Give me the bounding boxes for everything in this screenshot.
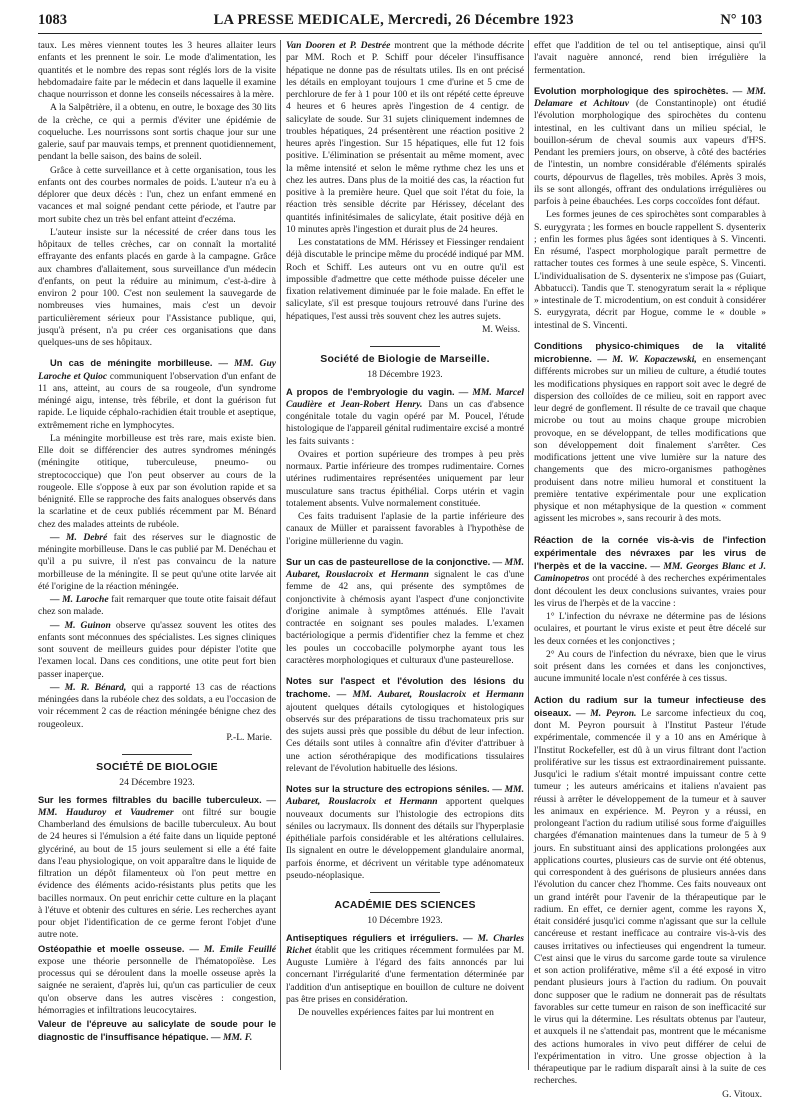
author: — MM. Hauduroy et Vaudremer — [38, 794, 276, 818]
body-text: qui a rapporté 13 cas de réactions méningées dans la rubéole chez des soldats, a eu l'occasion de voir récemment 2 cas de réaction méningée bénigne chez des rougeoleux. — [38, 681, 277, 730]
paragraph: Ces faits traduisent l'aplasie de la partie inférieure des canaux de Müller et paraissent favorables à l'hypothèse de l'origine müllerienne du vagin. — [286, 511, 524, 547]
paragraph: De nouvelles expériences faites par lui montrent en — [298, 1007, 494, 1018]
paragraph: Les formes jeunes de ces spirochètes sont comparables à S. eurygyrata ; les formes en boucle rappellent S. dysenterix ; enfin les formes plus âgées sont identiques à S. Vincenti. En résumé, l'aspect morphologique paraît permettre de rattacher toutes ces formes à une seule espèce, S. Vincenti. L'individualisation de S. dysenterix ne s'impose pas (Guiart, Abbatucci). Tandis que T. stenogyratum serait la « réplique » intestinale de T. microdentium, on est conduit à considérer S. eurygyrata, décrit par Hogue, comme le « double » intestinal de S. Vincenti. — [534, 209, 766, 331]
paragraph — [38, 794, 276, 942]
body-text: établit que les critiques récemment formulées par M. Auguste Lumière à l'égard des faits annoncés par lui concernant l'irrégularité d'une fermentation déterminée par l'addition d'un antiseptique en bouillon de culture ne doivent pas être prises en considération. — [286, 944, 524, 1005]
article-heading: Evolution morphologique des spirochètes. — [534, 85, 729, 96]
paragraph — [38, 1018, 276, 1045]
section-header — [286, 892, 524, 928]
paragraph: effet que l'addition de tel ou tel antiseptique, ainsi qu'il l'avait naguère annoncé, rend bien irrégulière la fermentation. — [534, 40, 766, 76]
body-text: observe qu'assez souvent les otites des enfants sont méconnues des spécialistes. Les signes cliniques sont souvent de meilleurs guides pour dépister l'otite que l'examen local. Dans ces conditions, une otite peut fort bien passer inaperçue. — [38, 619, 276, 680]
author: — MM. Delamare et Achitouv — [534, 85, 766, 109]
paragraph — [534, 534, 766, 611]
body-text: signalent le cas d'une femme de 42 ans, qui présente des symptômes de conjonctivite à chémosis ayant l'aspect d'une conjonctivite d'origine animale à symptômes atténués. Elle l'avait contractée en soignant ses poules malades. L'examen bactériologique a permis d'identifier chez la femme et chez les poules un coccobacille polymorphe ayant tous les caractères morphologiques et culturaux d'une pasteurellose. — [286, 569, 524, 666]
section-title: Société de Biologie de Marseille. — [320, 353, 490, 365]
body-text: expose une théorie personnelle de l'hématopoïèse. Les processus qui se déroulent dans la moelle osseuse après la saignée ne seraient, d'après lui, qu'un cas particulier de ceux qu'on observe dans les autres viscères : congestion, hémorragies et infiltrations leucocytaires. — [38, 955, 276, 1016]
author: — MM. F. — [211, 1032, 253, 1044]
paragraph: L'auteur insiste sur la nécessité de créer dans tous les hôpitaux de telles crèches, car on connaît la mortalité effrayante des enfants placés en garde à la campagne. Grâce aux chambres d'allaitement, sous surveillance d'un médecin d'enfants, on peut la réduire au minimum, c'est-à-dire à environ 2 pour 100. C'est non seulement la sauvegarde de nombreuses vies humaines, mais c'est un devoir particulièrement sérieux pour l'Assistance publique, qui, jusqu'à présent, n'a pu créer ces organisations que dans quelques-uns de ses hôpitaux. — [38, 226, 276, 348]
journal-title: LA PRESSE MEDICALE, Mercredi, 26 Décembre 1923 — [213, 12, 574, 28]
paragraph: La méningite morbilleuse est très rare, mais existe bien. Elle doit se différencier des autres syndromes méningés (méningite otitique, tuberculeuse, pneumo- ou streptococcique) que l'on peut observer au cours de la rougeole. Elle s'oppose à eux par son évolution rapide et sa bénignité. Elle se rapproche des faits analogues observés dans la scarlatine et de ceux publiés récemment par M. Bénard chez des malades atteints de rubéole. — [38, 432, 276, 530]
author: — M. Guinon — [50, 619, 111, 631]
body-text: ont procédé à des recherches expérimentales dont découlent les deux conclusions suivantes, vraies pour les virus de l'herpès et de la vaccine : — [534, 573, 766, 609]
paragraph: 1° L'infection du névraxe ne détermine pas de lésions oculaires, et pourtant le virus existe et peut être décelé sur les deux cornées et les conjonctives ; — [534, 611, 766, 647]
column-divider — [528, 40, 529, 1070]
page-header — [38, 12, 762, 32]
issue-number: N° 103 — [720, 12, 762, 28]
paragraph: A la Salpêtrière, il a obtenu, en outre, le boxage des 30 lits de la crèche, ce qui a permis d'éviter une épidémie de coqueluche. Les nourrissons sont sortis chaque jour sur une galerie, sauf par mauvais temps, et prennent quotidiennement, pendant la belle saison, des bains de soleil. — [38, 102, 276, 163]
paragraph — [286, 932, 524, 1007]
author: — MM. Guy Laroche et Quioc — [38, 358, 276, 382]
author: — M. W. Kopaczewski, — [597, 354, 697, 365]
paragraph — [286, 556, 524, 667]
author: — M. Debré — [50, 531, 108, 543]
paragraph — [286, 675, 524, 775]
article-heading: Conditions physico-chimiques de la vitalité microbienne. — [534, 340, 766, 364]
paragraph — [38, 620, 276, 681]
body-text: ajoutent quelques détails cytologiques et histologiques observés sur des préparations de tissu trachomateux pris sur des sujets aussi près que possible du début de leur infection. Ces détails sont utiles à connaître afin d'éviter d'attribuer à une action sérothérapique des modifications tissulaires relevant de l'évolution habituelle des lésions. — [286, 701, 524, 774]
article-heading: Antiseptiques réguliers et irréguliers. — [286, 932, 459, 943]
section-rule — [370, 892, 440, 893]
author: — M. Emile Feuillé — [189, 943, 276, 955]
author: — MM. Aubaret, Rouslacroix et Hermann — [286, 784, 525, 808]
column-right — [534, 40, 767, 1100]
body-text: montrent que la méthode décrite par MM. Roch et P. Schiff pour déceler l'insuffisance hépatique ne donne pas de résultats utiles. Ils en ont précisé les détails en employant toujours 1 cme d'urine et 5 cme de perchlorure de fer à 1 pour 100 et ils ont répété cette épreuve 4 heures et 6 heures après l'ingestion de 4 centigr. de salicylate de soude. Sur 31 sujets cliniquement indemnes de troubles hépatiques, 24 présentèrent une réaction positive 2 heures après l'ingestion. Sur 15 hépatiques, elle fut 12 fois positive. L'élimination se présentait au même moment, avec la même intensité et selon le même rythme chez les uns et chez les autres. Dans plus de la moitié des cas, la réaction fut positive à la première heure. Quel que soit l'état du foie, la réaction très sensible décrite par Hérissey, décelant des quantités infinitésimales de salicylate, était positive déjà en 10 minutes après l'ingestion et durait plus de 24 heures. — [286, 40, 524, 235]
article-heading: Notes sur la structure des ectropions séniles. — [286, 784, 490, 794]
article-heading: Un cas de méningite morbilleuse. — [50, 358, 213, 369]
section-header — [286, 346, 524, 382]
section-title: SOCIÉTÉ DE BIOLOGIE — [96, 761, 218, 773]
paragraph: taux. Les mères viennent toutes les 3 heures allaiter leurs enfants et les prennent le soir. Le mode d'alimentation, les quantités et le nombre des repas sont réglés lors de la visite hebdomadaire faite par le médecin et dans laquelle il examine chaque nourrisson et donne les conseils nécessaires à la mère. — [38, 40, 276, 100]
paragraph — [286, 386, 524, 448]
paragraph — [38, 943, 276, 1018]
column-left — [38, 40, 276, 1070]
author: Van Dooren et P. Destrée — [286, 40, 391, 51]
section-date: 10 Décembre 1923. — [367, 915, 443, 927]
paragraph — [534, 694, 766, 1088]
section-title: ACADÉMIE DES SCIENCES — [334, 899, 476, 911]
author: — M. Charles Richet — [286, 932, 525, 956]
paragraph — [38, 357, 276, 432]
article-heading: Ostéopathie et moelle osseuse. — [38, 943, 185, 954]
body-text: en ensemençant différents microbes sur un milieu de culture, a étudié toutes les modifications physiques en rapport soit avec le degré de dispersion des colloïdes de ce milieu, soit en rapport avec leur degré de gonflement. Il résulte de ce travail que chaque microbe ou tout au moins chaque groupe microbien provoque, en se développant, de telles modifications que son développement doit finalement s'arrêter. Ces modifications jettent une vive lumière sur la nature des changements que des micro-organismes pathogènes produisent dans notre milieu humoral et constituent la première tentative expérimentale pour une explication physique et non métaphysique de la question « comment agissent les microbes », sans recourir à des mots. — [534, 354, 766, 525]
body-text: fait remarquer que toute otite faisait défaut chez son malade. — [38, 594, 276, 618]
paragraph — [534, 85, 766, 209]
section-date: 18 Décembre 1923. — [367, 369, 443, 381]
author: — MM. Aubaret, Rouslacroix et Hermann — [336, 689, 524, 701]
paragraph: Les constatations de MM. Hérissey et Fiessinger rendaient déjà discutable le principe même du procédé indiqué par MM. Roch et Schiff. Les auteurs ont vu en outre qu'il est impossible d'admettre que cette méthode puisse déceler une fixation relativement diminuée par le foie malade. En effet le salicylate, s'il est presque toujours retrouvé dans l'urine des hépatiques, l'est aussi très souvent chez les autres sujets. — [286, 237, 524, 322]
body-text: Dans un cas d'absence congénitale totale du vagin opéré par M. Poucel, l'étude histologique de l'appareil génital rudimentaire excisé a montré les faits suivants : — [286, 398, 524, 447]
header-rule — [38, 33, 762, 34]
section-rule — [122, 754, 192, 755]
page-number: 1083 — [38, 12, 67, 28]
signature: G. Vitoux. — [722, 1088, 762, 1100]
body-text: fait des réserves sur le diagnostic de méningite morbilleuse. Dans le cas publié par M. Denéchau et qu'il a pu suivre, il n'est pas convaincu de la nature morbilleuse de la méningite. Il se peut qu'une otite larvée ait été l'origine de la réaction méningée. — [38, 531, 276, 592]
body-text: apportent quelques nouveaux documents sur l'histologie des ectropions dits séniles ou lacrymaux. Ils donnent des détails sur l'hyperplasie épithéliale parfois considérable et les altérations cellulaires. Ils signalent en outre le développement glandulaire anormal, parfois énorme, et décrivent un véritable type adénomateux pseudo-néoplasique. — [286, 796, 524, 881]
body-text: Le sarcome infectieux du coq, dont M. Peyron poursuit à l'Institut Pasteur l'étude expérimentale, commencée il y a 10 ans en Amérique à l'Institut Rockefeller, est dû à un virus filtrant dont l'action proliférative sur les tissus est extraordinairement puissante. Jusqu'ici le radium s'était montré impuissant contre cette tumeur ; les auteurs américains et italiens n'avaient pas réussi à arrêter le développement de la tumeur et à sauver les animaux en expérience. M. Peyron y a réussi, en prolongeant l'action du radium utilisé sous forme d'aiguilles chargées d'émanation maintenues dans la tumeur de 5 à 9 jours. En substituant ainsi des applications prolongées aux applications courtes, plusieurs cas de survie ont été obtenus, qui correspondent à des guérisons de plusieurs années dans l'évolution du cancer chez l'homme. Ces faits nouveaux ont un grand intérêt pour l'avenir de la thérapeutique par le radium. En effet, ce dernier agent, comme les rayons X, était considéré jusqu'ici comme n'agissant que sur la cellule cancéreuse et restant inefficace au contraire vis-à-vis des causes irritatives ou infectieuses qui engendrent la tumeur. C'est ainsi que le virus du sarcome garde toute sa virulence et son action proliférative, même s'il a été exposé in vitro pendant plusieurs jours à l'action du radium. On pouvait donc supposer que le radium ne donnerait pas de résultats favorables sur cette tumeur en raison de son inefficacité sur le virus qui la détermine. Les résultats obtenus par l'auteur, et auxquels il ne s'attendait pas, montrent que le mécanisme des actions humorales in vivo peut différer de celui de l'expérimentation in vitro. Une grosse objection à la thérapeutique par le radium disparaît ainsi à la suite de ces recherches. — [534, 707, 766, 1087]
author: — M. R. Bénard, — [50, 681, 127, 693]
body-text: ont filtré sur bougie Chamberland des émulsions de bacille tuberculeux. Au bout de 24 heures si l'émulsion a été faite dans un liquide peptoné glycériné, au bout de 15 jours seulement si elle a été faite dans l'eau physiologique, on voit apparaître dans le liquide de filtration un dépôt filamenteux où l'on peut mettre en évidence des éléments acido-résistants plus petits que les bacilles normaux. On peut enrichir cette culture en la plaçant à l'étuve et obtenir des cultures en série. Les recherches ayant pour objet l'identification de ce germe feront l'objet d'une autre note. — [38, 806, 276, 941]
article-heading: Réaction de la cornée vis-à-vis de l'infection expérimentale des névraxes par les virus de l'herpès et de la vaccine. — [534, 534, 766, 571]
body-text: communiquent l'observation d'un enfant de 11 ans, atteint, au cours de sa rougeole, d'un syndrome méningé aigu, intense, très fébrile, et dont la guérison fut rapide. Le liquide céphalo-rachidien était trouble et aseptique, extrêmement riche en lymphocytes. — [38, 370, 276, 431]
article-heading: Notes sur l'aspect et l'évolution des lésions du trachome. — [286, 676, 524, 700]
paragraph — [534, 340, 766, 526]
article-heading: A propos de l'embryologie du vagin. — [286, 386, 455, 397]
paragraph: Ovaires et portion supérieure des trompes à peu près normaux. Partie inférieure des trompes rudimentaire. Cornes utérines rudimentaires représentées uniquement par leur musculature sans tractus épithélial. Corps utérin et vagin totalement absents. Vulve normalement constituée. — [286, 448, 524, 509]
article-heading: Action du radium sur la tumeur infectieuse des oiseaux. — [534, 694, 766, 718]
author: — M. Laroche — [50, 594, 109, 605]
signature: M. Weiss. — [481, 323, 520, 335]
section-rule — [370, 346, 440, 347]
column-middle — [286, 40, 524, 1070]
article-heading: Sur les formes filtrables du bacille tuberculeux. — [38, 794, 262, 805]
article-heading: Sur un cas de pasteurellose de la conjonctive. — [286, 556, 491, 567]
paragraph — [38, 594, 276, 619]
column-divider — [280, 40, 281, 1070]
author: — MM. Marcel Caudière et Jean-Robert Henry. — [286, 386, 524, 410]
paragraph — [286, 783, 524, 882]
body-text: (de Constantinople) ont étudié l'évolution morphologique des spirochètes du contenu intestinal, en les cultivant dans un milieu spécial, le bouillon-sérum de cheval soumis aux vapeurs d'H²S. Pendant les premiers jours, on observe, à côté des bactéries de l'intestin, un nombre considérable d'éléments spiralés courts, dépourvus de flagelles, très mobiles. Après 3 mois, ils se sont allongés, offrant des ondulations irrégulières ou parfois à peine ébauchées. Les corps coccoïdes font défaut. — [534, 98, 767, 207]
paragraph: Grâce à cette surveillance et à cette organisation, tous les enfants ont des courbes normales de poids. L'auteur n'a eu à déplorer que deux décès : l'un, chez un enfant emmené en vacances et mal soigné pendant cette période, et l'autre par mort subite chez un très bel enfant atteint d'eczéma. — [38, 164, 276, 225]
paragraph — [286, 40, 524, 236]
paragraph — [38, 532, 276, 593]
author: — MM. Aubaret, Rouslacroix et Hermann — [286, 556, 524, 580]
section-header — [38, 754, 276, 790]
paragraph — [38, 682, 276, 731]
section-date: 24 Décembre 1923. — [119, 777, 195, 789]
article-heading: Valeur de l'épreuve au salicylate de soude pour le diagnostic de l'insuffisance hépatique. — [38, 1019, 276, 1043]
signature: P.-L. Marie. — [226, 731, 272, 743]
paragraph: 2° Au cours de l'infection du névraxe, bien que le virus soit présent dans les cornées et dans les conjonctives, aucune immunité locale n'est conférée à ces tissus. — [534, 648, 766, 685]
author: — M. Peyron. — [575, 707, 637, 719]
author: — MM. Georges Blanc et J. Caminopetros — [534, 561, 766, 585]
